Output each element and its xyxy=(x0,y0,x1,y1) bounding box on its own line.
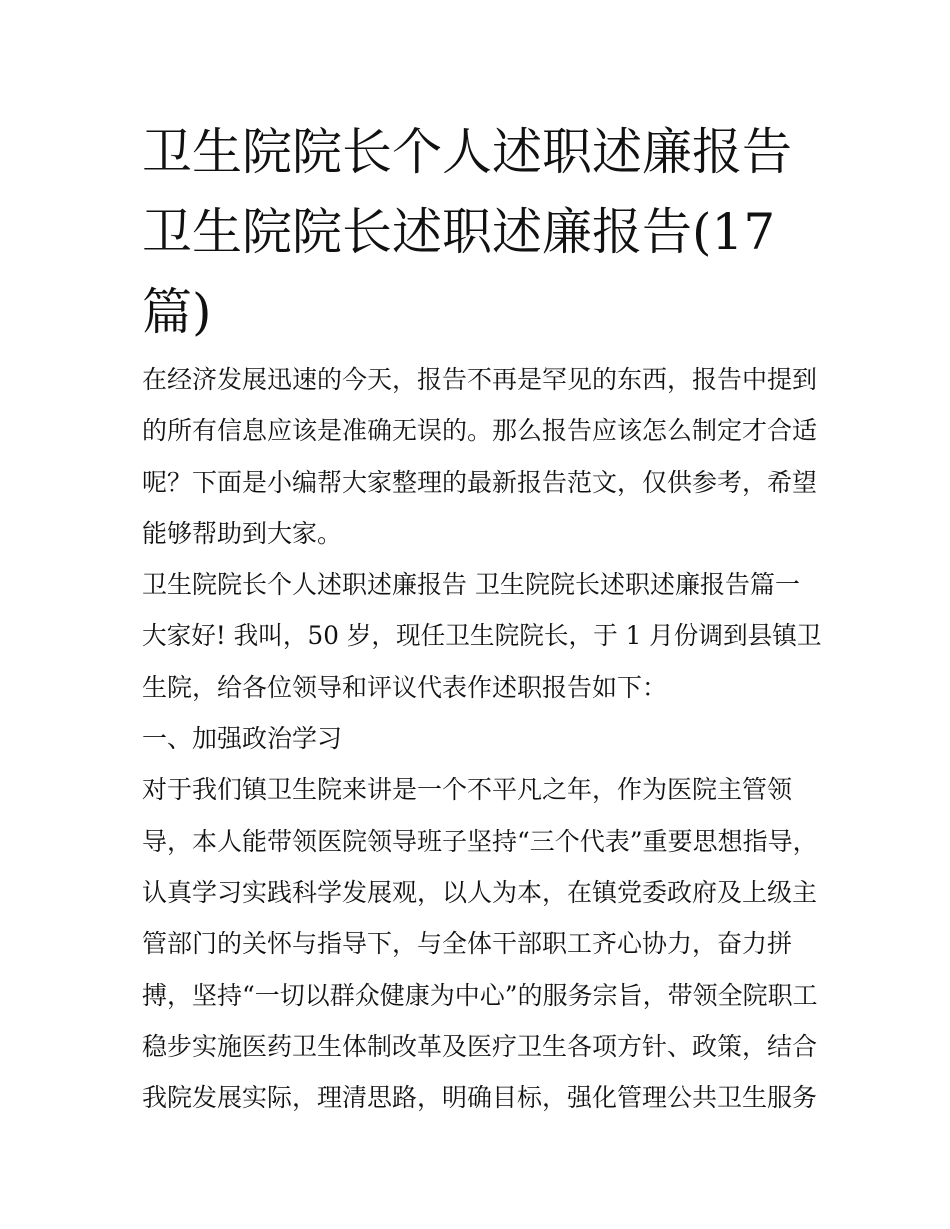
section-heading-line: 一、加强政治学习 xyxy=(142,724,343,754)
body-line: 导，本人能带领医院领导班子坚持“三个代表”重要思想指导， xyxy=(142,826,818,856)
body-line: 生院，给各位领导和评议代表作述职报告如下： xyxy=(142,672,668,702)
body-line: 大家好! 我叫，50 岁，现任卫生院院长，于 1 月份调到县镇卫 xyxy=(142,621,822,651)
body-line: 稳步实施医药卫生体制改革及医疗卫生各项方针、政策，结合 xyxy=(142,1031,818,1061)
document-title xyxy=(142,112,822,352)
body-line: 管部门的关怀与指导下，与全体干部职工齐心协力，奋力拼 xyxy=(142,929,793,959)
body-line: 呢？下面是小编帮大家整理的最新报告范文，仅供参考，希望 xyxy=(142,467,818,497)
body-line: 认真学习实践科学发展观，以人为本，在镇党委政府及上级主 xyxy=(142,877,818,907)
body-line: 我院发展实际，理清思路，明确目标，强化管理公共卫生服务 xyxy=(142,1083,818,1113)
body-line: 搏，坚持“一切以群众健康为中心”的服务宗旨，带领全院职工 xyxy=(142,980,818,1010)
title-line-3: 篇) xyxy=(142,283,212,341)
body-line: 在经济发展迅速的今天，报告不再是罕见的东西，报告中提到 xyxy=(142,365,818,394)
title-line-1: 卫生院院长个人述职述廉报告 xyxy=(142,123,792,181)
body-line: 的所有信息应该是准确无误的。那么报告应该怎么制定才合适 xyxy=(142,416,818,446)
body-line: 对于我们镇卫生院来讲是一个不平凡之年，作为医院主管领 xyxy=(142,775,793,805)
body-line: 能够帮助到大家。 xyxy=(142,518,343,548)
title-line-2: 卫生院院长述职述廉报告(17 xyxy=(142,203,776,261)
document-body xyxy=(142,354,822,1123)
section-heading-line: 卫生院院长个人述职述廉报告 卫生院院长述职述廉报告篇一 xyxy=(142,570,800,600)
